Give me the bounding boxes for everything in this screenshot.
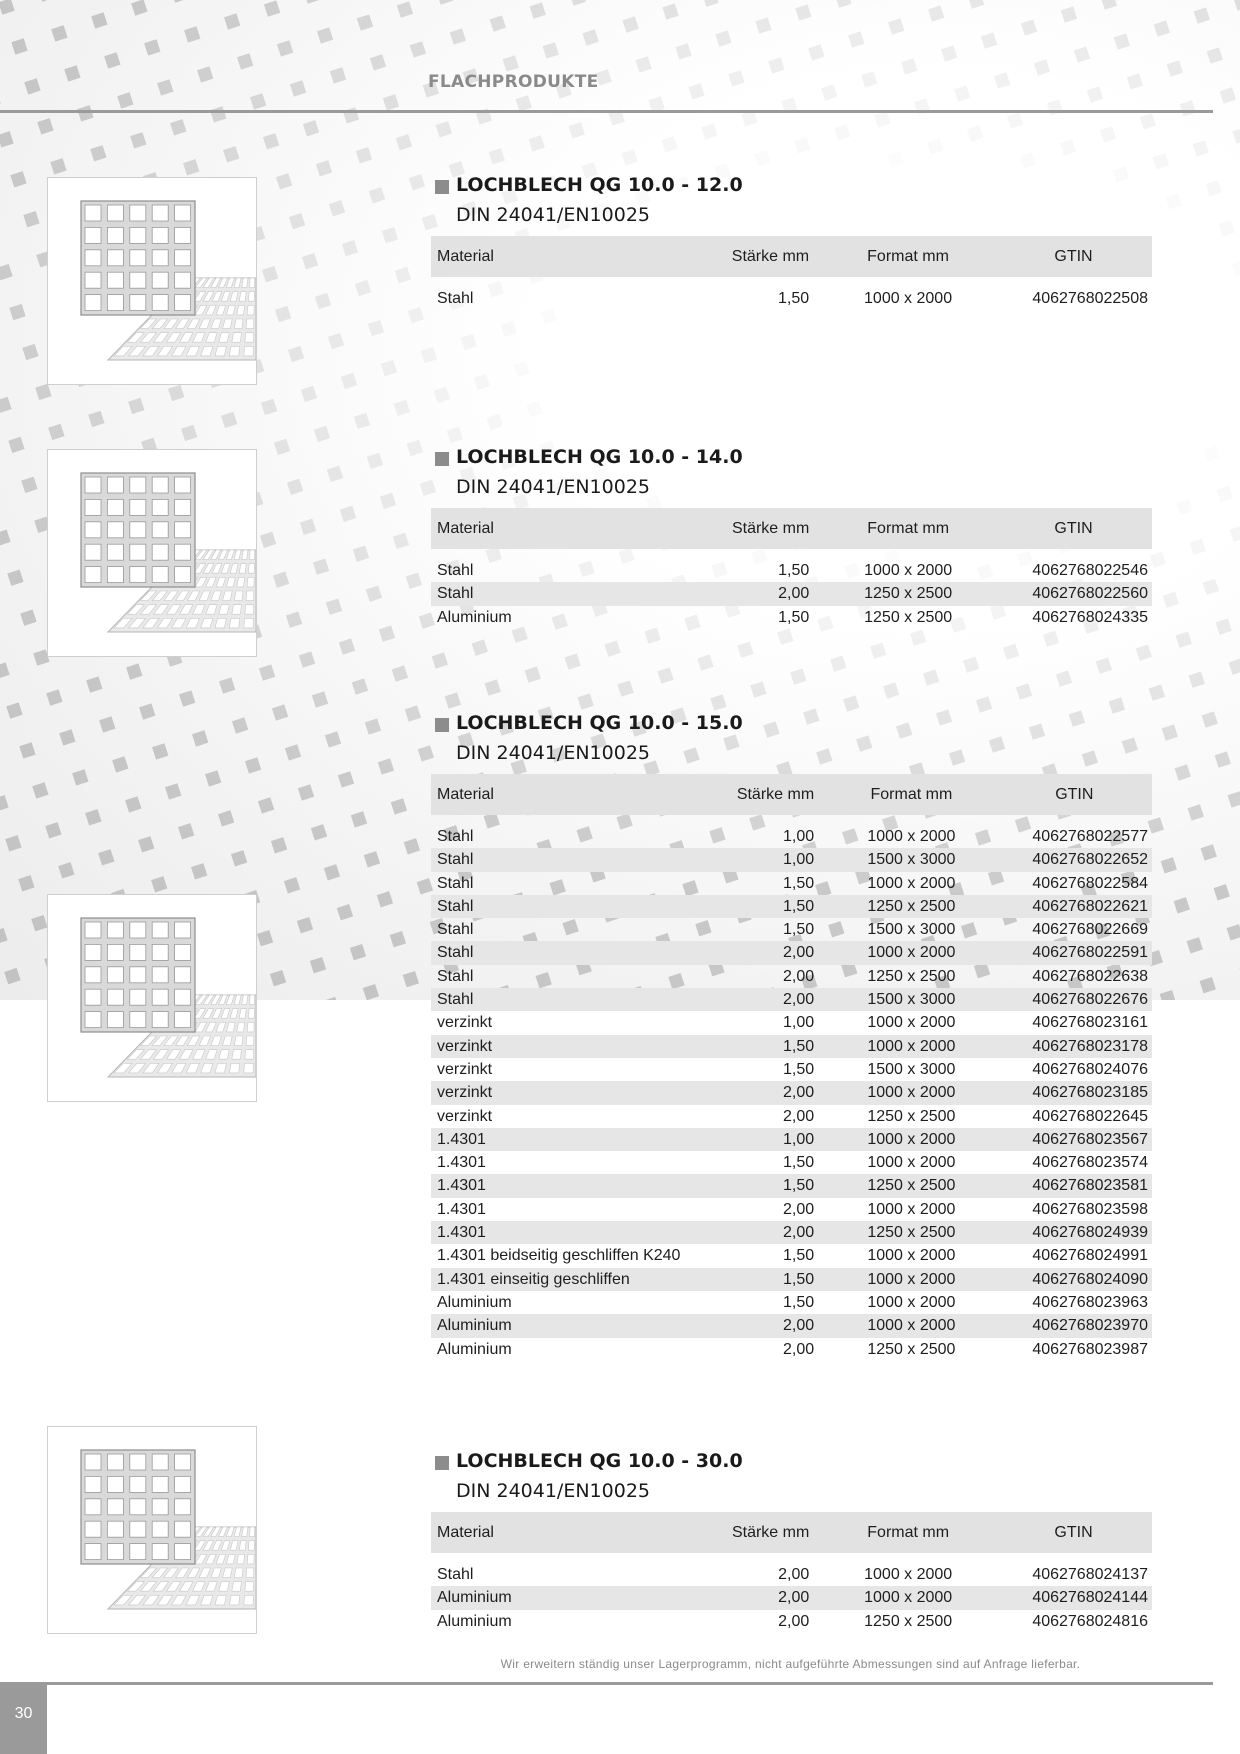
cell-gtin: 4062768024816 [1032, 1612, 1148, 1630]
table-row [431, 1563, 1152, 1586]
cell-staerke: 1,50 [783, 897, 815, 915]
table-row [431, 1081, 1152, 1104]
cell-format: 1000 x 2000 [867, 944, 956, 962]
cell-material: 1.4301 beidseitig geschliffen K240 [437, 1247, 681, 1265]
cell-gtin: 4062768023963 [1032, 1293, 1148, 1311]
cell-material: Aluminium [437, 1317, 512, 1335]
footnote: Wir erweitern ständig unser Lagerprogramm, nicht aufgeführte Abmessungen sind auf Anfrage lieferbar. [500, 1657, 1081, 1671]
col-header-gtin: GTIN [1055, 785, 1094, 803]
table-header-row [431, 508, 1152, 549]
section-subtitle: DIN 24041/EN10025 [456, 1480, 650, 1502]
cell-staerke: 2,00 [778, 1566, 810, 1583]
cell-material: Stahl [437, 1566, 474, 1583]
cell-material: verzinkt [437, 1107, 493, 1125]
table-row [431, 287, 1152, 310]
col-header-material: Material [437, 785, 494, 803]
table-row [431, 895, 1152, 918]
cell-staerke: 1,50 [783, 874, 815, 892]
bullet-square-icon [435, 180, 449, 194]
cell-gtin: 4062768023161 [1032, 1014, 1148, 1032]
cell-staerke: 2,00 [783, 1317, 815, 1335]
table-row [431, 918, 1152, 941]
cell-staerke: 1,50 [783, 1270, 815, 1288]
cell-staerke: 1,50 [783, 1177, 815, 1195]
cell-format: 1000 x 2000 [867, 1317, 956, 1335]
cell-format: 1000 x 2000 [867, 1154, 956, 1172]
cell-format: 1500 x 3000 [867, 851, 956, 869]
table-row [431, 988, 1152, 1011]
cell-staerke: 2,00 [783, 1084, 815, 1102]
section-title-text: LOCHBLECH QG 10.0 - 12.0 [456, 174, 743, 196]
product-section [431, 174, 1152, 310]
product-image-qg-12 [47, 177, 257, 385]
cell-format: 1000 x 2000 [864, 1566, 953, 1583]
section-title [431, 712, 1152, 742]
cell-material: Stahl [437, 897, 474, 915]
cell-gtin: 4062768022577 [1032, 828, 1148, 845]
cell-gtin: 4062768023987 [1032, 1340, 1148, 1358]
cell-material: 1.4301 [437, 1177, 486, 1195]
cell-format: 1000 x 2000 [864, 562, 953, 579]
cell-staerke: 2,00 [778, 1612, 810, 1630]
cell-material: Stahl [437, 921, 474, 939]
header-divider [0, 110, 1213, 113]
col-header-material: Material [437, 247, 494, 265]
cell-gtin: 4062768022669 [1032, 921, 1148, 939]
col-header-gtin: GTIN [1054, 519, 1093, 537]
cell-material: Aluminium [437, 608, 512, 626]
cell-staerke: 2,00 [783, 944, 815, 962]
perforated-sheet-icon [48, 178, 256, 384]
cell-staerke: 1,00 [783, 1014, 815, 1032]
cell-staerke: 1,00 [783, 1130, 815, 1148]
table-row [431, 1035, 1152, 1058]
cell-material: Stahl [437, 585, 474, 603]
cell-material: 1.4301 einseitig geschliffen [437, 1270, 630, 1288]
cell-gtin: 4062768022676 [1032, 991, 1148, 1009]
cell-material: Aluminium [437, 1293, 512, 1311]
cell-gtin: 4062768024144 [1032, 1589, 1148, 1607]
cell-gtin: 4062768024076 [1032, 1060, 1148, 1078]
cell-material: 1.4301 [437, 1224, 486, 1242]
table-row [431, 1338, 1152, 1361]
cell-format: 1500 x 3000 [867, 1060, 956, 1078]
col-header-material: Material [437, 519, 494, 537]
product-section [431, 712, 1152, 1361]
col-header-staerke: Stärke mm [731, 1523, 810, 1541]
table-header-row [431, 774, 1152, 815]
cell-material: verzinkt [437, 1084, 493, 1102]
cell-format: 1500 x 3000 [867, 921, 956, 939]
product-image-qg-14 [47, 449, 257, 657]
cell-staerke: 2,00 [783, 967, 815, 985]
cell-gtin: 4062768023574 [1032, 1154, 1148, 1172]
cell-format: 1000 x 2000 [867, 1247, 956, 1265]
table-row [431, 1586, 1152, 1609]
cell-gtin: 4062768022645 [1032, 1107, 1148, 1125]
table-row [431, 1105, 1152, 1128]
bullet-square-icon [435, 452, 449, 466]
cell-material: Aluminium [437, 1612, 512, 1630]
col-header-format: Format mm [867, 247, 949, 265]
section-title-text: LOCHBLECH QG 10.0 - 14.0 [456, 446, 743, 468]
table-row [431, 965, 1152, 988]
product-table [431, 1512, 1152, 1633]
cell-format: 1000 x 2000 [864, 1589, 953, 1607]
perforated-sheet-icon [48, 450, 256, 656]
cell-material: Stahl [437, 828, 474, 845]
cell-format: 1500 x 3000 [867, 991, 956, 1009]
product-table [431, 236, 1152, 310]
col-header-material: Material [437, 1523, 494, 1541]
cell-format: 1000 x 2000 [867, 1130, 956, 1148]
table-row [431, 1198, 1152, 1221]
cell-format: 1250 x 2500 [867, 1224, 956, 1242]
cell-gtin: 4062768022546 [1032, 562, 1148, 579]
cell-material: Stahl [437, 562, 474, 579]
section-title-text: LOCHBLECH QG 10.0 - 30.0 [456, 1450, 743, 1472]
cell-material: verzinkt [437, 1014, 493, 1032]
table-row [431, 1151, 1152, 1174]
cell-format: 1250 x 2500 [864, 608, 953, 626]
cell-staerke: 1,50 [777, 290, 810, 307]
cell-staerke: 1,00 [783, 851, 815, 869]
product-image-qg-30 [47, 1426, 257, 1634]
cell-gtin: 4062768023567 [1032, 1130, 1148, 1148]
cell-format: 1250 x 2500 [864, 585, 953, 603]
bullet-square-icon [435, 1456, 449, 1470]
cell-staerke: 1,50 [783, 1247, 815, 1265]
table-row [431, 1058, 1152, 1081]
col-header-staerke: Stärke mm [731, 247, 810, 265]
cell-gtin: 4062768022591 [1032, 944, 1148, 962]
col-header-gtin: GTIN [1054, 1523, 1093, 1541]
cell-staerke: 1,50 [783, 1060, 815, 1078]
cell-material: 1.4301 [437, 1130, 486, 1148]
cell-gtin: 4062768023581 [1032, 1177, 1148, 1195]
cell-format: 1000 x 2000 [867, 1200, 956, 1218]
cell-gtin: 4062768022508 [1032, 290, 1148, 307]
cell-staerke: 1,50 [783, 1037, 815, 1055]
cell-gtin: 4062768023970 [1032, 1317, 1148, 1335]
col-header-staerke: Stärke mm [731, 519, 810, 537]
cell-staerke: 2,00 [783, 1340, 815, 1358]
cell-material: 1.4301 [437, 1200, 486, 1218]
cell-gtin: 4062768023178 [1032, 1037, 1148, 1055]
cell-staerke: 2,00 [783, 1224, 815, 1242]
cell-gtin: 4062768022621 [1032, 897, 1148, 915]
cell-gtin: 4062768023598 [1032, 1200, 1148, 1218]
cell-staerke: 2,00 [778, 1589, 810, 1607]
product-section [431, 446, 1152, 629]
cell-staerke: 1,50 [783, 921, 815, 939]
cell-gtin: 4062768022652 [1032, 851, 1148, 869]
col-header-format: Format mm [867, 519, 950, 537]
product-table [431, 774, 1152, 1361]
table-row [431, 1174, 1152, 1197]
section-subtitle: DIN 24041/EN10025 [456, 742, 650, 764]
table-row [431, 1268, 1152, 1291]
table-row [431, 941, 1152, 964]
table-row [431, 1610, 1152, 1633]
table-row [431, 1221, 1152, 1244]
perforated-sheet-icon [48, 895, 256, 1101]
cell-format: 1000 x 2000 [864, 290, 953, 307]
product-image-qg-15 [47, 894, 257, 1102]
cell-material: Aluminium [437, 1589, 512, 1607]
table-row [431, 1128, 1152, 1151]
cell-gtin: 4062768024090 [1032, 1270, 1148, 1288]
cell-gtin: 4062768024137 [1032, 1566, 1148, 1583]
cell-gtin: 4062768024939 [1032, 1224, 1148, 1242]
cell-staerke: 2,00 [783, 1107, 815, 1125]
cell-staerke: 1,50 [783, 1293, 815, 1311]
cell-material: Stahl [437, 991, 474, 1009]
cell-staerke: 2,00 [783, 991, 815, 1009]
cell-format: 1250 x 2500 [867, 897, 956, 915]
table-row [431, 848, 1152, 871]
table-row [431, 1244, 1152, 1267]
cell-staerke: 1,00 [783, 828, 815, 845]
cell-format: 1250 x 2500 [867, 1340, 956, 1358]
table-row [431, 872, 1152, 895]
cell-format: 1000 x 2000 [867, 1293, 956, 1311]
table-header-row [431, 1512, 1152, 1553]
cell-staerke: 1,50 [778, 608, 810, 626]
cell-gtin: 4062768024335 [1032, 608, 1148, 626]
section-title [431, 1450, 1152, 1480]
cell-gtin: 4062768022584 [1032, 874, 1148, 892]
table-row [431, 1011, 1152, 1034]
cell-material: Stahl [437, 851, 474, 869]
cell-format: 1000 x 2000 [867, 1270, 956, 1288]
table-row [431, 825, 1152, 848]
page-number: 30 [0, 1682, 47, 1754]
table-row [431, 1291, 1152, 1314]
page-header-title: FLACHPRODUKTE [428, 72, 599, 92]
cell-format: 1250 x 2500 [867, 967, 956, 985]
table-row [431, 606, 1152, 629]
cell-staerke: 1,50 [778, 562, 810, 579]
cell-format: 1250 x 2500 [867, 1107, 956, 1125]
table-row [431, 1314, 1152, 1337]
section-title [431, 174, 1152, 204]
cell-gtin: 4062768022638 [1032, 967, 1148, 985]
bullet-square-icon [435, 718, 449, 732]
product-table [431, 508, 1152, 629]
table-header-row [431, 236, 1152, 277]
cell-material: Aluminium [437, 1340, 512, 1358]
perforated-sheet-icon [48, 1427, 256, 1633]
cell-format: 1250 x 2500 [867, 1177, 956, 1195]
table-row [431, 559, 1152, 582]
cell-staerke: 2,00 [778, 585, 810, 603]
footer-divider [47, 1682, 1213, 1685]
cell-staerke: 2,00 [783, 1200, 815, 1218]
cell-material: Stahl [437, 944, 474, 962]
cell-material: 1.4301 [437, 1154, 486, 1172]
section-title [431, 446, 1152, 476]
section-subtitle: DIN 24041/EN10025 [456, 204, 650, 226]
cell-staerke: 1,50 [783, 1154, 815, 1172]
table-row [431, 582, 1152, 605]
col-header-format: Format mm [870, 785, 953, 803]
cell-format: 1250 x 2500 [864, 1612, 953, 1630]
col-header-format: Format mm [867, 1523, 950, 1541]
cell-material: Stahl [437, 874, 474, 892]
cell-material: verzinkt [437, 1060, 493, 1078]
cell-gtin: 4062768024991 [1032, 1247, 1148, 1265]
cell-material: Stahl [437, 290, 474, 307]
cell-format: 1000 x 2000 [867, 1037, 956, 1055]
col-header-staerke: Stärke mm [736, 785, 815, 803]
col-header-gtin: GTIN [1054, 247, 1093, 265]
cell-material: Stahl [437, 967, 474, 985]
section-subtitle: DIN 24041/EN10025 [456, 476, 650, 498]
cell-format: 1000 x 2000 [867, 828, 956, 845]
section-title-text: LOCHBLECH QG 10.0 - 15.0 [456, 712, 743, 734]
cell-gtin: 4062768022560 [1032, 585, 1148, 603]
cell-format: 1000 x 2000 [867, 1084, 956, 1102]
product-section [431, 1450, 1152, 1633]
cell-format: 1000 x 2000 [867, 874, 956, 892]
cell-material: verzinkt [437, 1037, 493, 1055]
cell-format: 1000 x 2000 [867, 1014, 956, 1032]
cell-gtin: 4062768023185 [1032, 1084, 1148, 1102]
